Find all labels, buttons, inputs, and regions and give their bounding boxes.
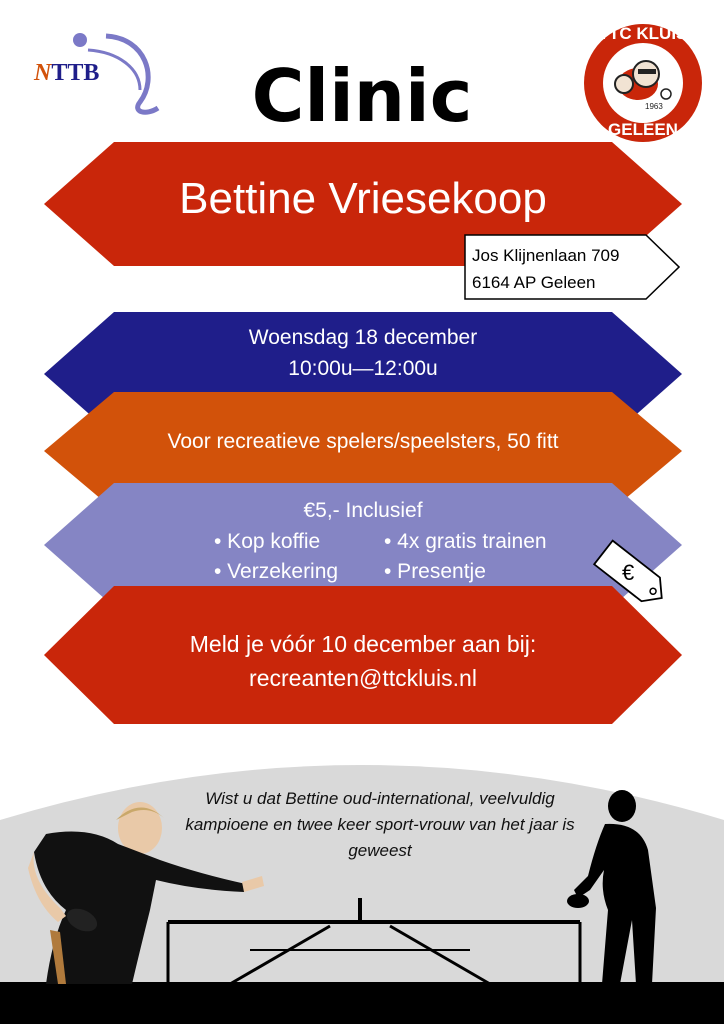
nttb-logo-ttb: TTB <box>51 60 100 86</box>
event-date: Woensdag 18 december <box>248 326 478 349</box>
address-tag <box>464 234 680 300</box>
price-tag-symbol: € <box>622 560 635 585</box>
signup-email: recreanten@ttckluis.nl <box>249 665 477 691</box>
nttb-logo-n: N <box>34 60 52 86</box>
price-item-trainen: • 4x gratis trainen <box>384 530 547 553</box>
quote-text: Wist u dat Bettine oud-international, veelvuldig kampioene en twee keer sport-vrouw van het jaar is geweest <box>185 789 575 860</box>
price-item-verzekering: • Verzekering <box>214 560 339 583</box>
address-line-2: 6164 AP Geleen <box>472 273 596 292</box>
bottom-scene <box>0 740 724 1024</box>
trainer-name: Bettine Vriesekoop <box>179 174 547 223</box>
price-item-koffie: • Kop koffie <box>214 530 321 553</box>
page-title: Clinic <box>251 54 473 138</box>
signup-banner <box>44 586 682 724</box>
price-heading: €5,- Inclusief <box>303 499 423 522</box>
club-logo-bottom-text: GELEEN <box>608 120 678 139</box>
event-time: 10:00u—12:00u <box>288 357 438 380</box>
club-logo-year: 1963 <box>645 102 663 111</box>
signup-text: Meld je vóór 10 december aan bij: <box>189 631 537 657</box>
price-item-presentje: • Presentje <box>384 560 486 583</box>
audience-text: Voor recreatieve spelers/speelsters, 50 fitt <box>167 430 559 453</box>
address-line-1: Jos Klijnenlaan 709 <box>472 246 620 265</box>
club-logo-top-text: TTC KLUIS <box>598 24 688 43</box>
